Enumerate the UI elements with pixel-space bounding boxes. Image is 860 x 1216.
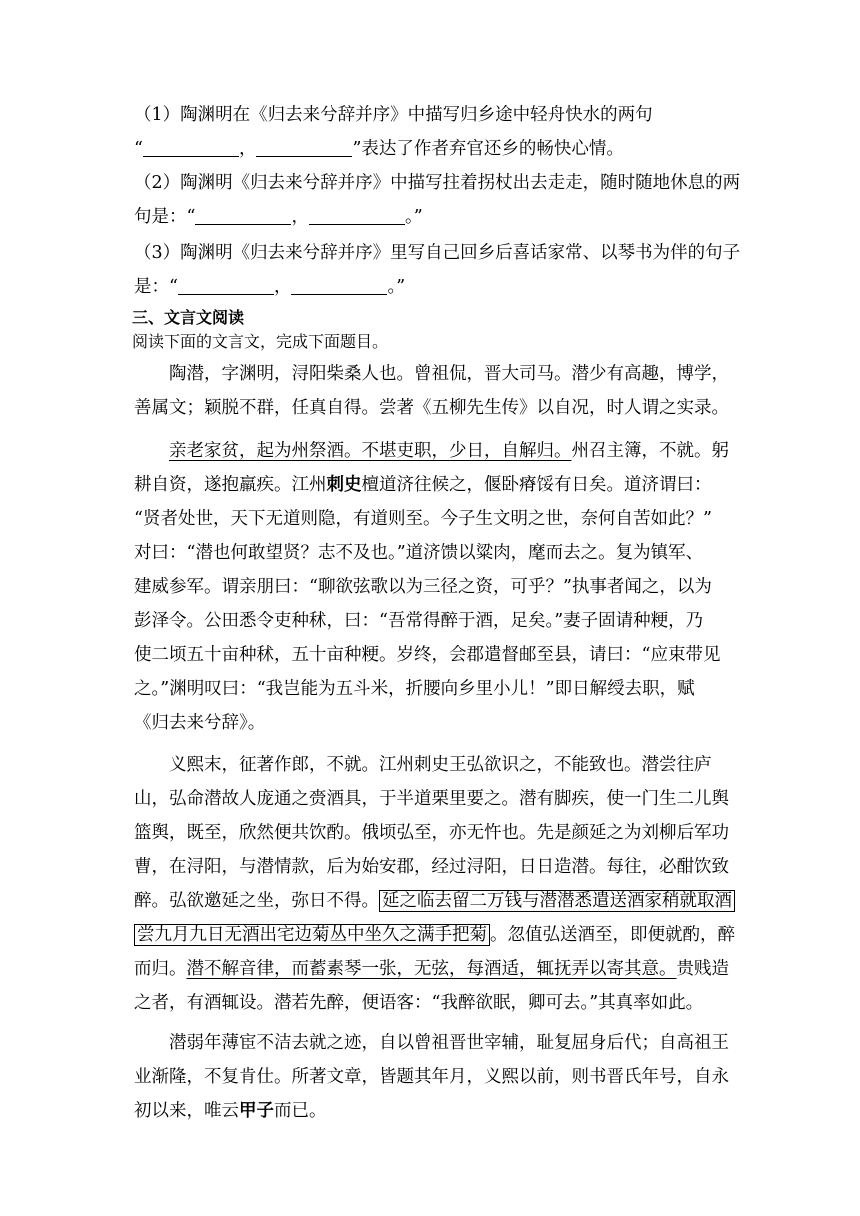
boxed-punctuation-passage-part-2: 尝九月九日无酒出宅边菊丛中坐久之满手把菊	[134, 924, 490, 946]
text: 使二顷五十亩种秫，五十亩种粳。岁终，会郡遣督邮至县，请曰：“应束带见	[134, 645, 721, 665]
answer-blank[interactable]	[195, 207, 291, 226]
text: 潜弱年薄宦不洁去就之迹，自以曾祖晋世宰辅，耻复屈身后代；自高祖王	[169, 1033, 729, 1053]
text: 曹，在浔阳，与潜情款，后为始安郡，经过浔阳，日日造潜。每往，必酣饮致	[134, 857, 729, 877]
text: 陶潜，字渊明，浔阳柴桑人也。曾祖侃，晋大司马。潜少有高趣，博学，	[169, 364, 729, 384]
passage-line	[169, 748, 712, 782]
passage-line	[169, 357, 729, 391]
question-2-tail: 。”	[404, 207, 423, 227]
text: 《归去来兮辞》。	[134, 713, 266, 733]
question-3-line-1	[134, 236, 740, 270]
passage-line	[169, 1026, 729, 1060]
open-quote: “	[134, 139, 143, 159]
text: 。忽值弘送酒至，即便就酌，醉	[490, 925, 735, 945]
passage-line	[134, 604, 703, 638]
underlined-sentence-1: 亲老家贫，起为州祭酒。不堪吏职，少日，自解归。	[169, 441, 572, 461]
text: 对曰：“潜也何敢望贤？志不及也。”道济馈以粱肉，麾而去之。复为镇军、	[134, 543, 704, 563]
text: 耕自资，遂抱羸疾。江州	[134, 475, 327, 495]
answer-blank[interactable]	[256, 139, 352, 158]
passage-line	[134, 706, 265, 740]
text: 而已。	[274, 1101, 327, 1121]
comma: ，	[291, 207, 309, 227]
passage-line	[169, 434, 729, 468]
underlined-sentence-2: 潜不解音律，而蓄素琴一张，无弦，每酒适，辄抚弄以寄其意。	[186, 959, 677, 979]
question-3-lead: 是：“	[134, 277, 178, 297]
text: 篮舆，既至，欣然便共饮酌。俄顷弘至，亦无忤也。先是颜延之为刘柳后军功	[134, 823, 729, 843]
passage-line	[134, 1060, 729, 1094]
text: 贵贱造	[676, 959, 729, 979]
passage-line	[134, 570, 712, 604]
text: 初以来，唯云	[134, 1101, 239, 1121]
text: 山，弘命潜故人庞通之赍酒具，于半道栗里要之。潜有脚疾，使一门生二儿舆	[134, 789, 729, 809]
text: 善属文；颖脱不群，任真自得。尝著《五柳先生传》以自况，时人谓之实录。	[134, 398, 729, 418]
bold-term-jiazi: 甲子	[239, 1101, 274, 1121]
text: 之者，有酒辄设。潜若先醉，便语客：“我醉欲眠，卿可去。”其真率如此。	[134, 993, 704, 1013]
answer-blank[interactable]	[178, 277, 274, 296]
passage-line	[134, 468, 712, 502]
passage-line	[134, 1094, 327, 1128]
text: 义熙末，征著作郎，不就。江州刺史王弘欲识之，不能致也。潜尝往庐	[169, 755, 712, 775]
answer-blank[interactable]	[143, 139, 239, 158]
text: 檀道济往候之，偃卧瘠馁有日矣。道济谓曰：	[361, 475, 712, 495]
section-instruction: 阅读下面的文言文，完成下面题目。	[132, 332, 389, 351]
comma: ，	[238, 139, 257, 159]
passage-line	[134, 952, 729, 986]
text: 而归。	[134, 959, 187, 979]
passage-line	[134, 782, 729, 816]
text: 彭泽令。公田悉令吏种秫，曰：“吾常得醉于酒，足矣。”妻子固请种粳，乃	[134, 611, 704, 631]
question-1-prompt: （1）陶渊明在《归去来兮辞并序》中描写归乡途中轻舟快水的两句	[134, 105, 653, 125]
text: 之。”渊明叹曰：“我岂能为五斗米，折腰向乡里小儿！”即日解绶去职，赋	[134, 679, 695, 699]
answer-blank[interactable]	[309, 207, 405, 226]
passage-line	[134, 536, 703, 570]
answer-blank[interactable]	[291, 277, 387, 296]
question-3-prompt: （3）陶渊明《归去来兮辞并序》里写自己回乡后喜话家常、以琴书为伴的句子	[134, 243, 741, 263]
passage-line	[134, 638, 720, 672]
passage-line	[134, 391, 729, 425]
question-2-line-2	[134, 200, 423, 234]
question-1-tail: ”表达了作者弃官还乡的畅快心情。	[352, 139, 624, 159]
text: 州召主簿，不就。躬	[571, 441, 729, 461]
section-title: 三、文言文阅读	[132, 308, 245, 327]
question-3-tail: 。”	[387, 277, 406, 297]
text: “贤者处世，天下无道则隐，有道则至。今子生文明之世，奈何自苦如此？”	[134, 509, 712, 529]
passage-line	[134, 986, 703, 1020]
question-2-line-1	[134, 166, 740, 200]
passage-line	[134, 816, 729, 850]
question-2-prompt: （2）陶渊明《归去来兮辞并序》中描写拄着拐杖出去走走，随时随地休息的两	[134, 173, 741, 193]
question-1-line-1	[134, 98, 653, 132]
passage-line	[134, 918, 735, 952]
passage-line	[134, 502, 712, 536]
text: 建威参军。谓亲朋曰：“聊欲弦歌以为三径之资，可乎？”执事者闻之，以为	[134, 577, 712, 597]
passage-line	[134, 884, 735, 918]
question-2-lead: 句是：“	[134, 207, 196, 227]
text: 醉。弘欲邀延之坐，弥日不得。	[134, 891, 379, 911]
question-1-line-2	[134, 132, 624, 166]
passage-line	[134, 850, 729, 884]
bold-term-cishi: 刺史	[326, 475, 362, 495]
passage-line	[134, 672, 695, 706]
question-3-line-2	[134, 270, 405, 304]
comma: ，	[273, 277, 292, 297]
text: 业渐隆，不复肯仕。所著文章，皆题其年月，义熙以前，则书晋氏年号，自永	[134, 1067, 729, 1087]
boxed-punctuation-passage-part-1: 延之临去留二万钱与潜潜悉遣送酒家稍就取酒	[379, 890, 735, 912]
